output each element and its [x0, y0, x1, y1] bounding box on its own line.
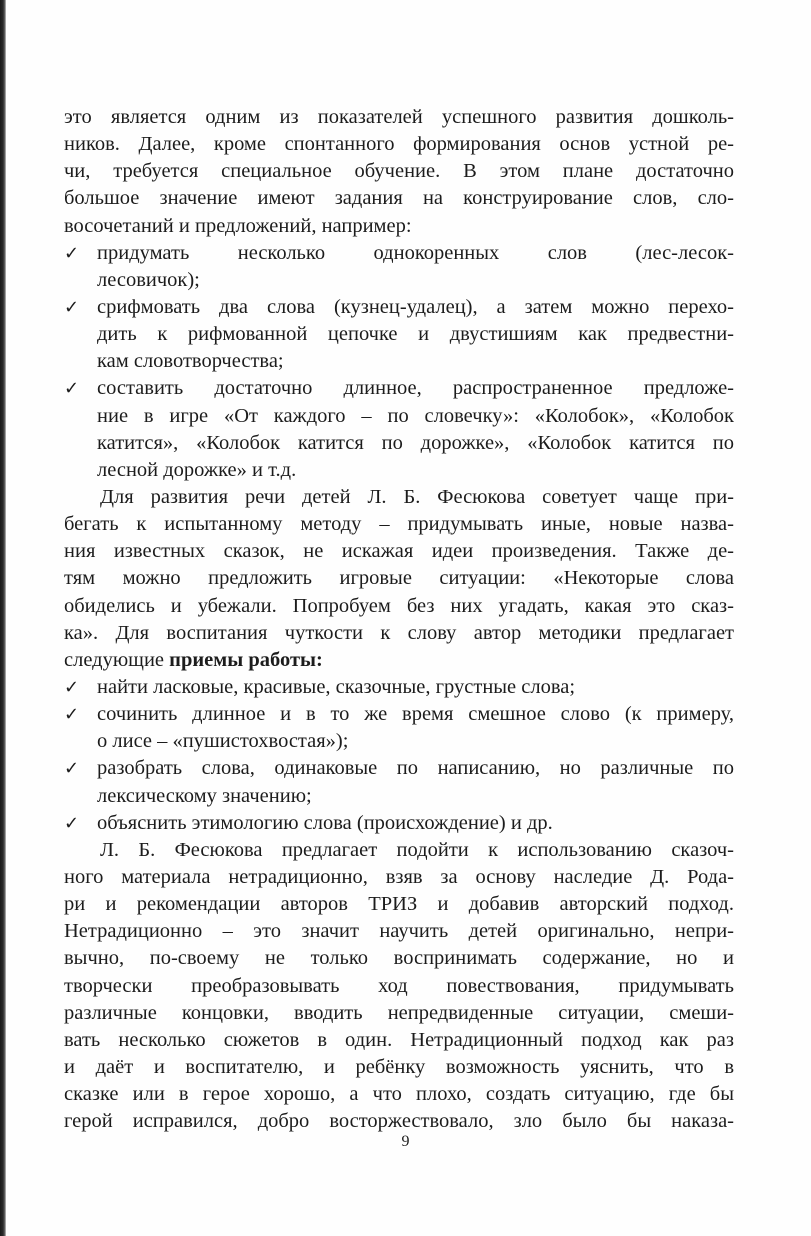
text-line: придумать несколько однокоренных слов (лес-лесок- [97, 241, 734, 264]
page-number: 9 [401, 1133, 410, 1150]
text-line: и даёт и воспитателю, и ребёнку возможность уяснить, что в [64, 1055, 734, 1078]
text-line: восочетаний и предложений, например: [64, 214, 412, 237]
checkmark-icon: ✓ [64, 704, 80, 726]
text-line: Л. Б. Фесюкова предлагает подойти к использованию сказоч- [100, 838, 734, 861]
text-line: лексическому значению; [97, 784, 312, 807]
text-line: сочинить длинное и в то же время смешное слово (к примеру, [97, 703, 734, 726]
text-line: герой исправился, добро восторжествовало, зло было бы наказа- [64, 1110, 734, 1133]
checkmark-icon: ✓ [64, 378, 80, 400]
text-line: ния известных сказок, не искажая идеи произведения. Также де- [64, 540, 734, 563]
text-line: Нетрадиционно – это значит научить детей оригинально, непри- [64, 920, 734, 943]
text-line: чи, требуется специальное обучение. В этом плане достаточно [64, 160, 734, 183]
list-item [64, 240, 734, 294]
text-line: ников. Далее, кроме спонтанного формирования основ устной ре- [64, 133, 734, 156]
text-line: это является одним из показателей успешного развития дошколь- [64, 106, 734, 128]
checkmark-icon: ✓ [64, 242, 80, 264]
text-line: составить достаточно длинное, распространенное предложе- [97, 377, 734, 400]
text-fragment: следующие [64, 648, 170, 671]
checkmark-icon: ✓ [64, 812, 80, 834]
checkmark-icon: ✓ [64, 758, 80, 780]
text-line [64, 647, 734, 674]
list-item [64, 810, 734, 837]
checkmark-icon: ✓ [64, 296, 80, 318]
text-line: кам словотворчества; [97, 350, 284, 373]
list-item [64, 674, 734, 701]
text-line: большое значение имеют задания на конструирование слов, сло- [64, 187, 734, 210]
text-line: ние в игре «От каждого – по словечку»: «Колобок», «Колобок [97, 404, 734, 427]
text-line: ка». Для воспитания чуткости к слову автор методики предлагает [64, 621, 734, 644]
text-line: о лисе – «пушистохвостая»); [97, 730, 349, 753]
text-line: дить к рифмованной цепочке и двустишиям как предвестни- [97, 323, 734, 346]
list-item [64, 294, 734, 375]
text-line: сказке или в герое хорошо, а что плохо, создать ситуацию, где бы [64, 1083, 734, 1106]
text-line: объяснить этимологию слова (происхождение) и др. [97, 811, 553, 834]
text-line: срифмовать два слова (кузнец-удалец), а затем можно перехо- [97, 295, 734, 318]
text-line: лесной дорожке» и т.д. [97, 458, 297, 481]
list-item [64, 375, 734, 484]
text-line: найти ласковые, красивые, сказочные, грустные слова; [97, 675, 576, 698]
checkmark-icon: ✓ [64, 676, 80, 698]
page-body-text [64, 104, 734, 1135]
book-spine-shadow [0, 0, 6, 1236]
bold-phrase: приемы работы: [169, 648, 323, 671]
text-line: ного материала нетрадиционно, взяв за основу наследие Д. Рода- [64, 865, 734, 888]
text-line: вать несколько сюжетов в один. Нетрадиционный подход как раз [64, 1028, 734, 1051]
list-item [64, 701, 734, 755]
text-line: бегать к испытанному методу – придумывать иные, новые назва- [64, 513, 734, 536]
text-line: различные концовки, вводить непредвиденные ситуации, смеши- [64, 1001, 734, 1024]
list-item [64, 755, 734, 809]
text-line: Для развития речи детей Л. Б. Фесюкова советует чаще при- [100, 485, 734, 508]
text-line: тям можно предложить игровые ситуации: «Некоторые слова [64, 567, 734, 590]
text-line: разобрать слова, одинаковые по написанию, но различные по [97, 757, 734, 780]
text-line: лесовичок); [97, 268, 200, 291]
text-line: ри и рекомендации авторов ТРИЗ и добавив авторский подход. [64, 893, 734, 916]
text-line: творчески преобразовывать ход повествования, придумывать [64, 974, 734, 997]
text-line: вычно, по-своему не только воспринимать содержание, но и [64, 947, 734, 970]
text-line: обиделись и убежали. Попробуем без них угадать, какая это сказ- [64, 594, 734, 617]
text-line: катится», «Колобок катится по дорожке», «Колобок катится по [97, 431, 734, 454]
